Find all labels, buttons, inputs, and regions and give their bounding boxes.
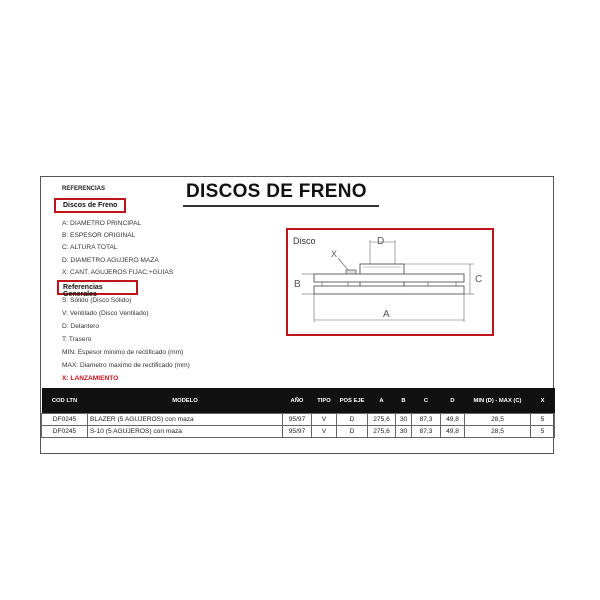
diagram-label-a: A (383, 309, 390, 320)
referencias-generales-box (57, 280, 138, 298)
legend-item-d: D: DIAMETRO AGUJERO MAZA (62, 257, 159, 264)
general-item-solido: S: Sólido (Disco Sólido) (62, 297, 132, 304)
cell-modelo: S-10 (5 AGUJEROS) con maza (88, 426, 283, 438)
discos-freno-label: Discos de Freno (63, 202, 118, 209)
cell-x: 5 (531, 426, 555, 438)
referencias-label: REFERENCIAS (62, 186, 106, 192)
title-underline (183, 205, 379, 207)
cell-c: 87,3 (412, 414, 441, 426)
col-header-cod-ltn: COD LTN (42, 388, 88, 414)
general-item-min: MIN: Espesor minimo de rectificado (mm) (62, 349, 184, 356)
cell-d: 49,8 (441, 426, 465, 438)
diagram-label-b: B (294, 279, 301, 290)
cell-tipo: V (312, 426, 337, 438)
cell-d: 49,8 (441, 414, 465, 426)
col-header-ano: AÑO (283, 388, 312, 414)
legend-item-a: A: DIAMETRO PRINCIPAL (62, 220, 142, 227)
cell-a: 275,6 (368, 414, 396, 426)
table-header-row (42, 388, 555, 414)
page-title: DISCOS DE FRENO (186, 181, 367, 202)
col-header-b: B (396, 388, 412, 414)
col-header-c: C (412, 388, 441, 414)
cell-modelo: BLAZER (5 AGUJEROS) con maza (88, 414, 283, 426)
col-header-d: D (441, 388, 465, 414)
col-header-x: X (531, 388, 555, 414)
table-row (42, 426, 555, 438)
general-item-delantero: D: Delantero (62, 323, 100, 330)
cell-pos-eje: D (337, 414, 368, 426)
diagram-label-c: C (475, 274, 483, 285)
diagram-label-d: D (377, 236, 385, 247)
cell-ano: 95/97 (283, 426, 312, 438)
cell-pos-eje: D (337, 426, 368, 438)
general-item-max: MAX: Diametro maximo de rectificado (mm) (62, 362, 190, 369)
cell-x: 5 (531, 414, 555, 426)
general-item-trasero: T: Trasero (62, 336, 92, 343)
cell-cod-ltn: DF0245 (42, 414, 88, 426)
cell-cod-ltn: DF0245 (42, 426, 88, 438)
cell-b: 30 (396, 414, 412, 426)
col-header-min-max: MIN (D) - MAX (C) (465, 388, 531, 414)
col-header-pos-eje: POS EJE (337, 388, 368, 414)
discos-freno-box (54, 198, 126, 213)
cell-b: 30 (396, 426, 412, 438)
table-row (42, 414, 555, 426)
cell-c: 87,3 (412, 426, 441, 438)
cell-a: 275,6 (368, 426, 396, 438)
cell-tipo: V (312, 414, 337, 426)
col-header-modelo: MODELO (88, 388, 283, 414)
referencias-generales-label: Referencias Generales (63, 284, 103, 298)
diagram-title: Disco (293, 236, 316, 246)
cell-ano: 95/97 (283, 414, 312, 426)
disc-diagram-frame (286, 228, 494, 336)
general-item-lanzamiento: X: LANZAMIENTO (62, 375, 119, 382)
cell-min-max: 28,5 (465, 414, 531, 426)
cell-min-max: 28,5 (465, 426, 531, 438)
legend-item-c: C: ALTURA TOTAL (62, 244, 118, 251)
general-item-ventilado: V: Ventilado (Disco Ventilado) (62, 310, 149, 317)
legend-item-x: X: CANT. AGUJEROS FIJAC.+GUIAS (62, 269, 174, 276)
disc-spec-table (41, 388, 555, 438)
col-header-tipo: TIPO (312, 388, 337, 414)
legend-item-b: B: ESPESOR ORIGINAL (62, 232, 136, 239)
diagram-label-x: X (331, 249, 338, 259)
spec-sheet (40, 176, 554, 454)
col-header-a: A (368, 388, 396, 414)
disc-cross-section-diagram (288, 230, 492, 334)
